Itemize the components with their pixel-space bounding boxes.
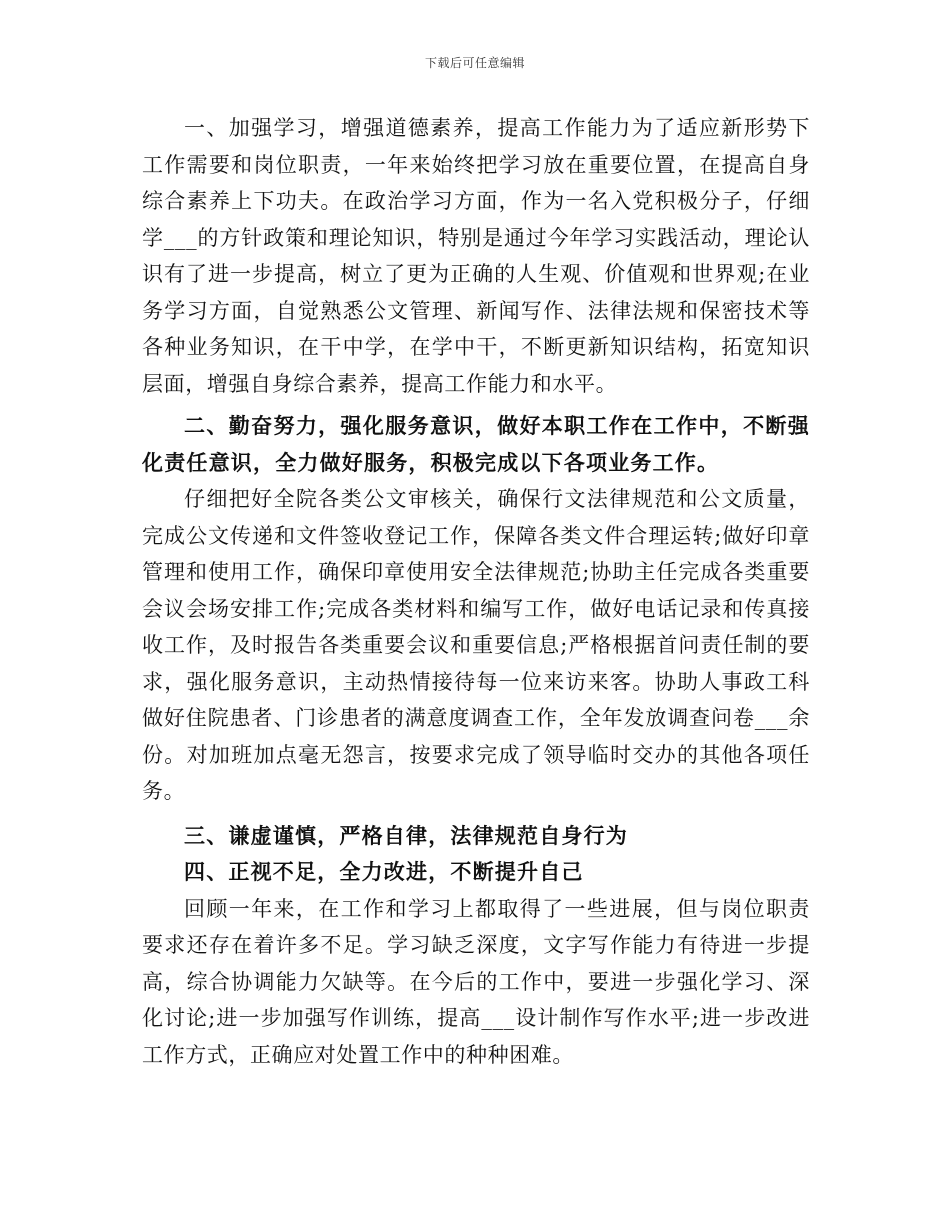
paragraph-study: 一、加强学习，增强道德素养，提高工作能力为了适应新形势下工作需要和岗位职责，一年来始终把学习放在重要位置，在提高自身综合素养上下功夫。在政治学习方面，作为一名入党积极分子，仔细学___的方针政策和理论知识，特别是通过今年学习实践活动，理论认识有了进一步提高，树立了更为正确的人生观、价值观和世界观;在业务学习方面，自觉熟悉公文管理、新闻写作、法律法规和保密技术等各种业务知识，在干中学，在学中干，不断更新知识结构，拓宽知识层面，增强自身综合素养，提高工作能力和水平。 — [142, 116, 810, 396]
paragraph-service-detail: 仔细把好全院各类公文审核关，确保行文法律规范和公文质量，完成公文传递和文件签收登记工作，保障各类文件合理运转;做好印章管理和使用工作，确保印章使用安全法律规范;协助主任完成各类重要会议会场安排工作;完成各类材料和编写工作，做好电话记录和传真接收工作，及时报告各类重要会议和重要信息;严格根据首问责任制的要求，强化服务意识，主动热情接待每一位来访来客。协助人事政工科做好住院患者、门诊患者的满意度调查工作，全年发放调查问卷___余份。对加班加点毫无怨言，按要求完成了领导临时交办的其他各项任务。 — [142, 487, 810, 803]
paragraph-review: 回顾一年来，在工作和学习上都取得了一些进展，但与岗位职责要求还存在着许多不足。学习缺乏深度，文字写作能力有待进一步提高，综合协调能力欠缺等。在今后的工作中，要进一步强化学习、深化讨论;进一步加强写作训练，提高___设计制作写作水平;进一步改进工作方式，正确应对处置工作中的种种困难。 — [142, 896, 810, 1067]
heading-self-discipline: 三、谦虚谨慎，严格自律，法律规范自身行为 — [184, 823, 628, 848]
document-body — [142, 110, 810, 1073]
heading-improvement: 四、正视不足，全力改进，不断提升自己 — [184, 860, 584, 884]
paragraph-service-heading: 二、勤奋努力，强化服务意识，做好本职工作在工作中，不断强化责任意识，全力做好服务，积极完成以下各项业务工作。 — [142, 414, 810, 475]
page-header: 下载后可任意编辑 — [424, 56, 525, 70]
